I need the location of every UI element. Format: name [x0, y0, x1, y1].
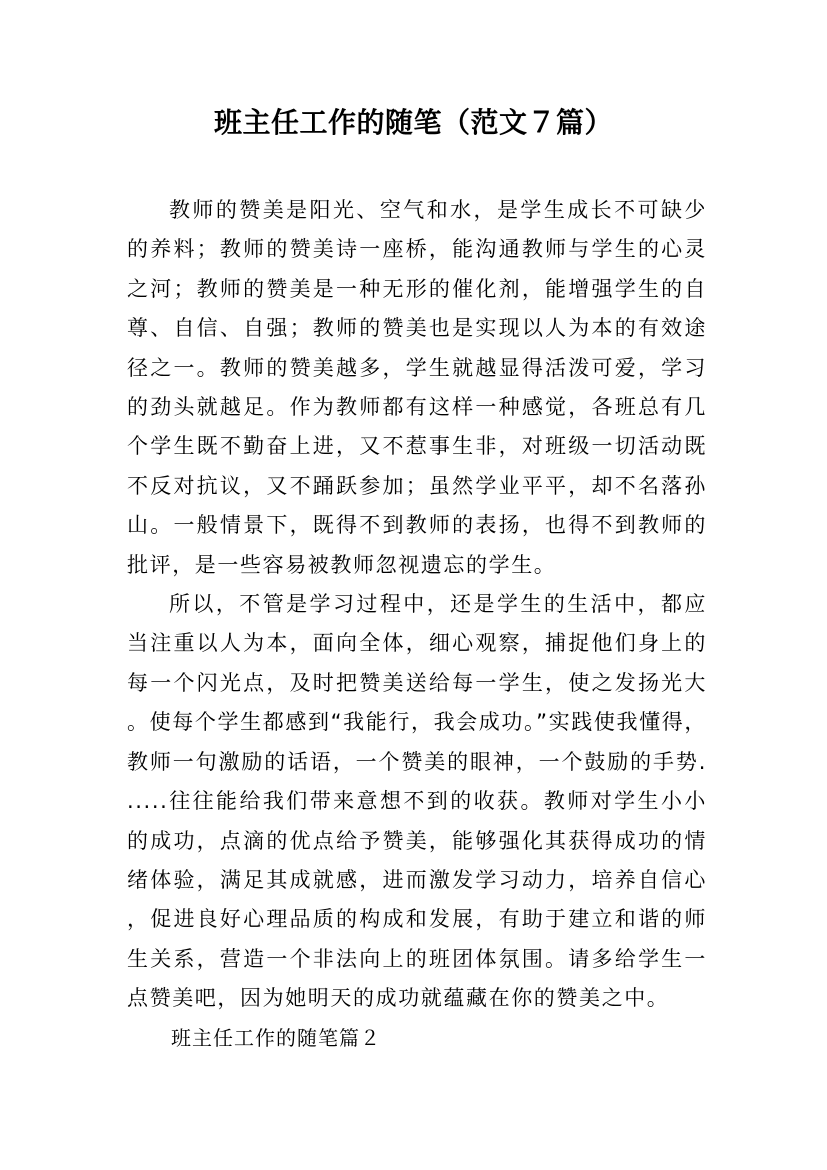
document-body — [127, 191, 707, 1058]
paragraph-2: 所以，不管是学习过程中，还是学生的生活中，都应当注重以人为本，面向全体，细心观察，捕捉他们身上的每一个闪光点，及时把赞美送给每一学生，使之发扬光大。使每个学生都感到“我能行，我会成功。”实践使我懂得，教师一句激励的话语，一个赞美的眼神，一个鼓励的手势......往往能给我们带来意想不到的收获。教师对学生小小的成功，点滴的优点给予赞美，能够强化其获得成功的情绪体验，满足其成就感，进而激发学习动力，培养自信心，促进良好心理品质的构成和发展，有助于建立和谐的师生关系，营造一个非法向上的班团体氛围。请多给学生一点赞美吧，因为她明天的成功就蕴藏在你的赞美之中。 — [127, 592, 707, 1011]
section-heading: 班主任工作的随笔篇２ — [171, 1025, 381, 1050]
document-title: 班主任工作的随笔（范文７篇） — [213, 106, 613, 139]
paragraph-1: 教师的赞美是阳光、空气和水，是学生成长不可缺少的养料；教师的赞美诗一座桥，能沟通教师与学生的心灵之河；教师的赞美是一种无形的催化剂，能增强学生的自尊、自信、自强；教师的赞美也是实现以人为本的有效途径之一。教师的赞美越多，学生就越显得活泼可爱，学习的劲头就越足。作为教师都有这样一种感觉，各班总有几个学生既不勤奋上进，又不惹事生非，对班级一切活动既不反对抗议，又不踊跃参加；虽然学业平平，却不名落孙山。一般情景下，既得不到教师的表扬，也得不到教师的批评，是一些容易被教师忽视遗忘的学生。 — [127, 198, 707, 577]
